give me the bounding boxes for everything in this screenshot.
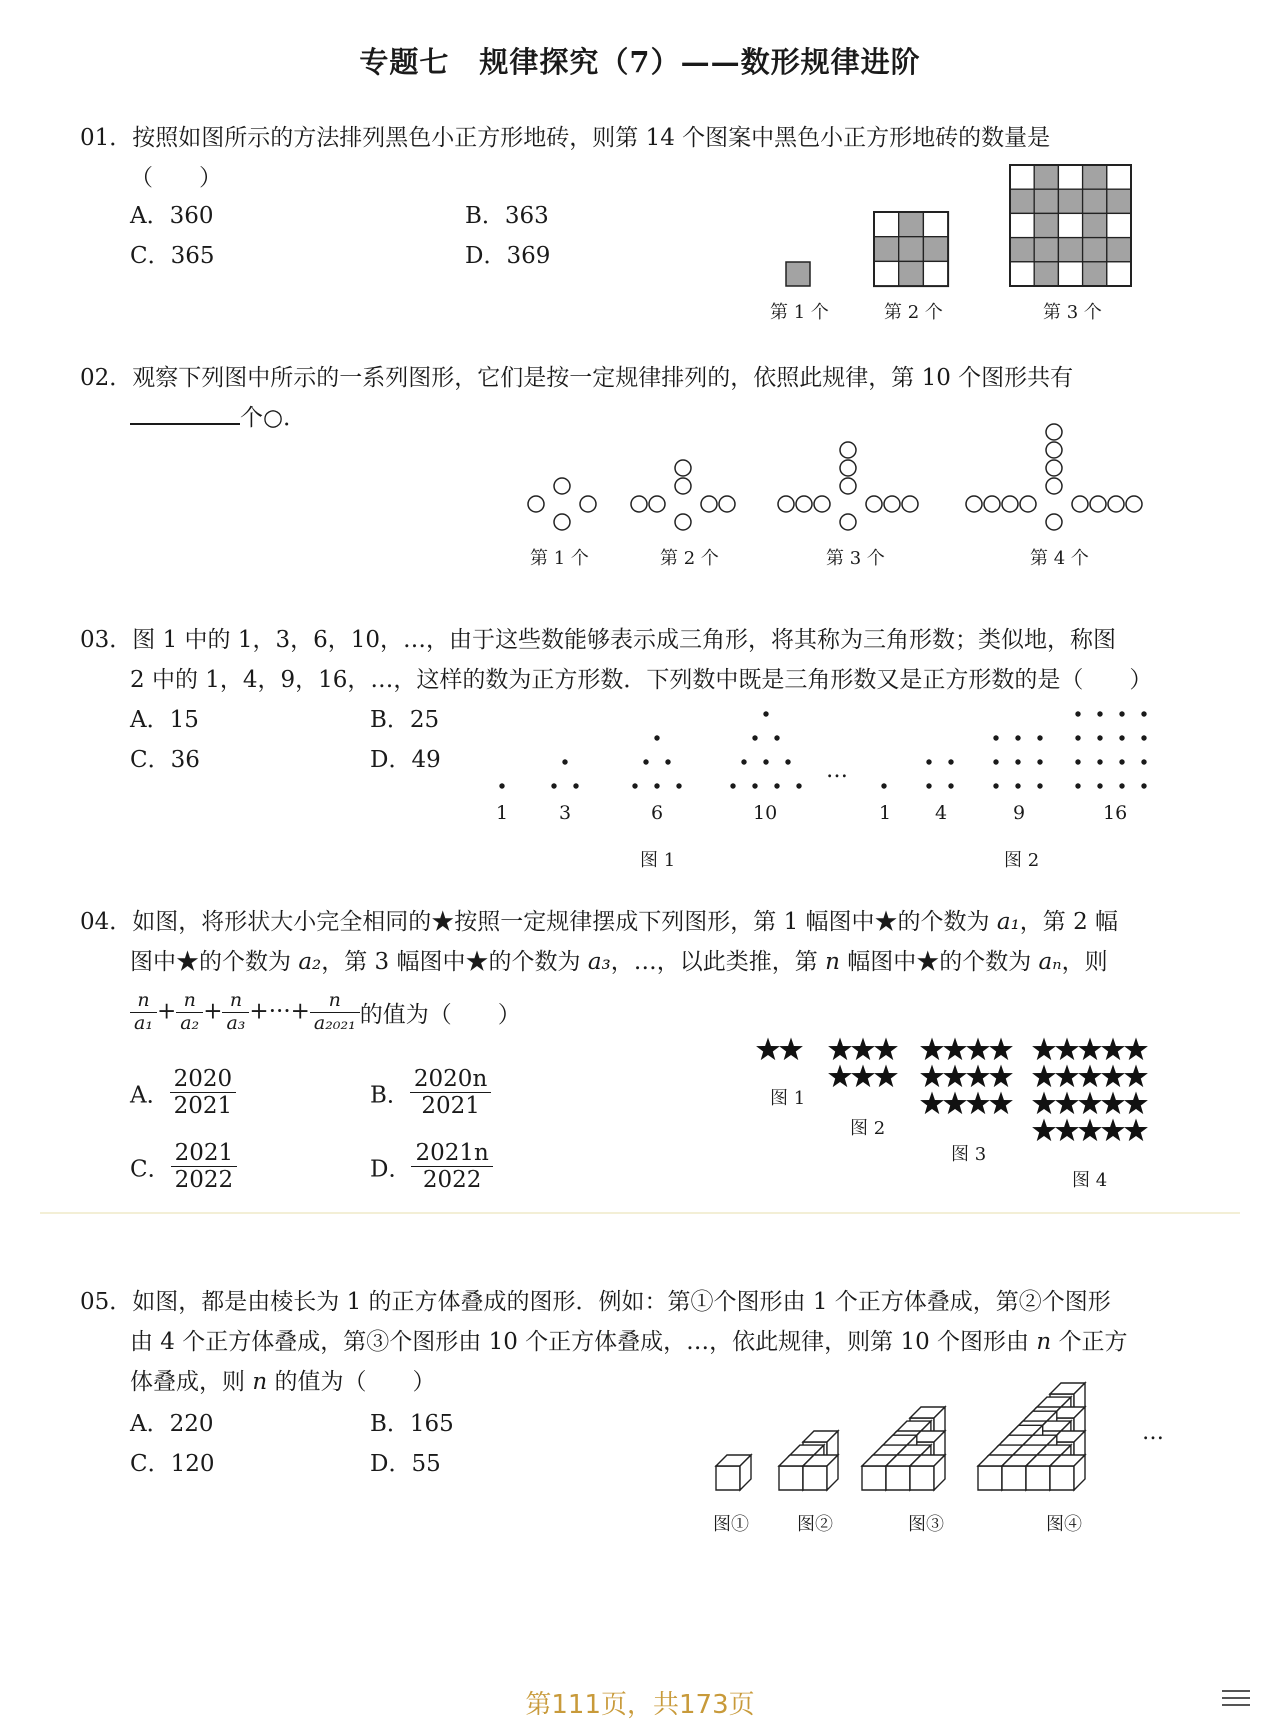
q5-fig3-cube: [862, 1466, 886, 1490]
q4-expr-plus-2: +: [203, 998, 223, 1025]
q2-number: 02．: [80, 365, 133, 391]
q1-option-d: D．369: [465, 243, 551, 269]
q4-number: 04．: [80, 909, 133, 935]
q4-text-2a: 图中★的个数为: [130, 949, 299, 975]
q3-option-a: A．15: [130, 707, 199, 733]
q5-option-b: B．165: [370, 1411, 454, 1437]
q2-caption-2: 第 2 个: [660, 548, 719, 569]
q3-fig-caption-1: 图 1: [640, 850, 676, 871]
q3-ellipsis: …: [826, 758, 848, 783]
q3-label-sq1: 1: [879, 802, 892, 824]
q4-fig-caption-3: 图 3: [951, 1144, 987, 1165]
q4-text-2e: ，则: [1061, 949, 1108, 975]
q5-sym-n-2: n: [252, 1369, 268, 1395]
q3-label-6: 6: [651, 802, 664, 824]
q3-option-b: B．25: [370, 707, 440, 733]
q4-expr-frac-2: $\frac{n}{\text{a₂}}$: [176, 990, 203, 1035]
q4-expr-frac-3: $\frac{n}{\text{a₃}}$: [222, 990, 249, 1035]
menu-icon[interactable]: [1222, 1690, 1250, 1712]
q5-fig-caption-3: 图③: [908, 1514, 944, 1535]
q3-label-10: 10: [753, 802, 778, 824]
q5-fig-caption-1: 图①: [713, 1514, 749, 1535]
q4-sym-a2: a₂: [298, 949, 322, 975]
q1-caption-1: 第 1 个: [770, 302, 829, 323]
q4-expr-plus-1: +: [156, 998, 177, 1025]
q4-option-b: B． $\frac{2020n}{2021}$: [370, 1066, 491, 1120]
q2-text: 观察下列图中所示的一系列图形，它们是按一定规律排列的，依照此规律，第 10 个图形共有: [132, 365, 1074, 391]
q2-caption-1: 第 1 个: [530, 548, 589, 569]
q5-line3: 体叠成，则 n 的值为（ ）: [130, 1369, 436, 1395]
q5-fig3-cube: [886, 1466, 910, 1490]
q4-option-d: D． $\frac{2021n}{2022}$: [370, 1140, 493, 1194]
q5-option-c: C．120: [130, 1451, 215, 1477]
q5-fig2-cube: [803, 1466, 827, 1490]
q3-option-c: C．36: [130, 747, 200, 773]
q4-expr-dots: +···+: [249, 998, 310, 1025]
q3-text: 图 1 中的 1，3，6，10，…，由于这些数能够表示成三角形，将其称为三角形数；类似地，称图: [132, 627, 1117, 653]
q4-fig-caption-1: 图 1: [770, 1088, 806, 1109]
page-title: 专题七 规律探究（7）——数形规律进阶: [359, 45, 921, 79]
q4-text-1b: ，第 2 幅: [1019, 909, 1119, 935]
q4-fig-caption-4: 图 4: [1072, 1170, 1108, 1191]
q4-expr-frac-1: $\frac{n}{\text{a₁}}$: [130, 990, 157, 1035]
q1-text: 按照如图所示的方法排列黑色小正方形地砖，则第 14 个图案中黑色小正方形地砖的数量是: [132, 125, 1051, 151]
q4-text-1a: 如图，将形状大小完全相同的★按照一定规律摆成下列图形，第 1 幅图中★的个数为: [132, 909, 997, 935]
q5-fig4-cube: [1002, 1466, 1026, 1490]
q1-option-b: B．363: [465, 203, 549, 229]
page-indicator: 第111页，共173页: [525, 1690, 755, 1720]
q3-label-sq16: 16: [1103, 802, 1128, 824]
q5-ellipsis: …: [1142, 1420, 1164, 1445]
q3-label-sq4: 4: [935, 802, 948, 824]
q5-fig-caption-4: 图④: [1046, 1514, 1082, 1535]
q4-sym-an: aₙ: [1038, 949, 1062, 975]
q5-number: 05．: [80, 1289, 133, 1315]
q3-label-sq9: 9: [1013, 802, 1026, 824]
q3-line2: 2 中的 1，4，9，16，…，这样的数为正方形数．下列数中既是三角形数又是正方形数的是（ ）: [130, 667, 1153, 693]
q5-fig2-cube: [779, 1466, 803, 1490]
q4-expr-suffix: 的值为（ ）: [359, 1001, 521, 1028]
q4-sym-n: n: [825, 949, 840, 975]
q1-line2: （ ）: [130, 165, 222, 191]
q2-caption-3: 第 3 个: [826, 548, 885, 569]
q2-text-suffix: 个○．: [240, 405, 307, 431]
q5-sym-n: n: [1036, 1329, 1052, 1355]
q3-label-3: 3: [559, 802, 572, 824]
q4-option-a: A． $\frac{2020}{2021}$: [130, 1066, 236, 1120]
q1-option-a: A．360: [130, 203, 214, 229]
q3-label-1: 1: [496, 802, 509, 824]
q5-option-a: A．220: [130, 1411, 214, 1437]
q4-text-2c: ，…，以此类推，第: [610, 949, 826, 975]
q1-option-c: C．365: [130, 243, 215, 269]
q5-option-d: D．55: [370, 1451, 441, 1477]
q4-sym-a3: a₃: [587, 949, 611, 975]
q4-sym-a1: a₁: [996, 909, 1020, 935]
q1-caption-2: 第 2 个: [884, 302, 943, 323]
q4-text-2d: 幅图中★的个数为: [839, 949, 1039, 975]
q5-fig4-cube: [1050, 1466, 1074, 1490]
q5-fig4-cube: [1026, 1466, 1050, 1490]
q5-fig-caption-2: 图②: [797, 1514, 833, 1535]
q4-option-c: C． $\frac{2021}{2022}$: [130, 1140, 237, 1194]
q5-fig3-cube: [910, 1466, 934, 1490]
q5-fig1-cube: [716, 1466, 740, 1490]
q4-fig-caption-2: 图 2: [850, 1118, 886, 1139]
q2-caption-4: 第 4 个: [1030, 548, 1089, 569]
q3-option-d: D．49: [370, 747, 441, 773]
q4-expr-frac-4: $\frac{n}{\text{a₂₀₂₁}}$: [310, 990, 360, 1035]
q5-text: 如图，都是由棱长为 1 的正方体叠成的图形．例如：第①个图形由 1 个正方体叠成，第②个图形: [132, 1289, 1111, 1315]
q3-number: 03．: [80, 627, 133, 653]
q5-fig4-cube: [978, 1466, 1002, 1490]
q5-line2: 由 4 个正方体叠成，第③个图形由 10 个正方体叠成，…，依此规律，则第 10 个图形由 n 个正方: [130, 1329, 1128, 1355]
q1-number: 01．: [80, 125, 133, 151]
q4-text-2b: ，第 3 幅图中★的个数为: [321, 949, 588, 975]
q1-caption-3: 第 3 个: [1043, 302, 1102, 323]
q3-fig-caption-2: 图 2: [1004, 850, 1040, 871]
